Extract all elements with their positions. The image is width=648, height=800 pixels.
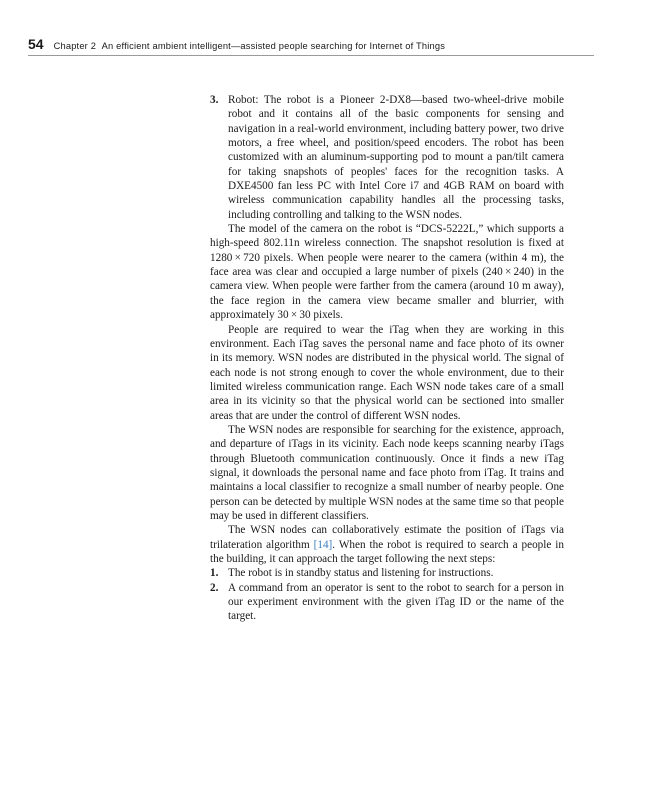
list-item-2 <box>210 581 564 624</box>
list-item-3 <box>210 93 564 222</box>
list-item-text: The robot is in standby status and listening for instructions. <box>228 567 494 580</box>
chapter-label: Chapter 2 <box>53 41 97 51</box>
list-item-number: 2. <box>210 581 219 594</box>
list-item-1 <box>210 566 564 580</box>
running-head <box>28 36 594 52</box>
body-text <box>210 93 564 624</box>
list-item-number: 1. <box>210 567 219 580</box>
chapter-title <box>54 41 445 51</box>
paragraph-trilateration <box>210 523 564 566</box>
paragraph-text: The WSN nodes can collaboratively estimate the position of iTags via trilateration algorithm <box>210 524 564 551</box>
chapter-name: An efficient ambient intelligent—assisted people searching for Internet of Things <box>101 41 446 51</box>
list-item-number: 3. <box>210 94 219 106</box>
paragraph-itag: People are required to wear the iTag when they are working in this environment. Each iTag saves the personal name and face photo of its owner in its memory. WSN nodes are distributed in the physical world. The signal of each node is not strong enough to cover the whole environment, due to their limited wireless communication range. Each WSN node takes care of a small area in its vicinity so that the physical world can be sectioned into smaller areas that are under the control of different WSN nodes. <box>210 323 564 422</box>
paragraph-text: . When the robot is required to search a people in the building, it can approach the target following the next steps: <box>210 538 564 565</box>
list-item-text: A command from an operator is sent to the robot to search for a person in our experiment environment with the given iTag ID or the name of the target. <box>228 581 564 623</box>
page-number: 54 <box>28 36 44 52</box>
header-rule <box>28 55 594 56</box>
list-item-text: Robot: The robot is a Pioneer 2-DX8—based two-wheel-drive mobile robot and it contains all of the basic components for sensing and navigation in a real-world environment, including battery power, two drive motors, a free wheel, and position/speed encoders. The robot has been customized with an aluminum-supporting pod to mount a pan/tilt camera for taking snapshots of peoples' faces for the recognition tasks. A DXE4500 fan less PC with Intel Core i7 and 4GB RAM on board with wireless communication capability handles all the processing tasks, including controlling and talking to the WSN nodes. <box>228 94 564 221</box>
citation-link[interactable]: [14] <box>313 538 333 551</box>
paragraph-camera: The model of the camera on the robot is “DCS-5222L,” which supports a high-speed 802.11n wireless connection. The snapshot resolution is fixed at 1280 × 720 pixels. When people were nearer to the camera (within 4 m), the face area was clear and occupied a large number of pixels (240 × 240) in the camera view. When people were farther from the camera (around 10 m away), the face region in the camera view became smaller and blurrier, with approximately 30 × 30 pixels. <box>210 223 564 322</box>
paragraph-wsn-nodes: The WSN nodes are responsible for searching for the existence, approach, and departure of iTags in its vicinity. Each node keeps scanning nearby iTags through Bluetooth communication continuously. Once it finds a new iTag signal, it downloads the personal name and face photo from iTag. It trains and maintains a local classifier to recognize a small number of nearby people. One person can be detected by multiple WSN nodes at the same time so that people may be used in different classifiers. <box>210 423 564 522</box>
